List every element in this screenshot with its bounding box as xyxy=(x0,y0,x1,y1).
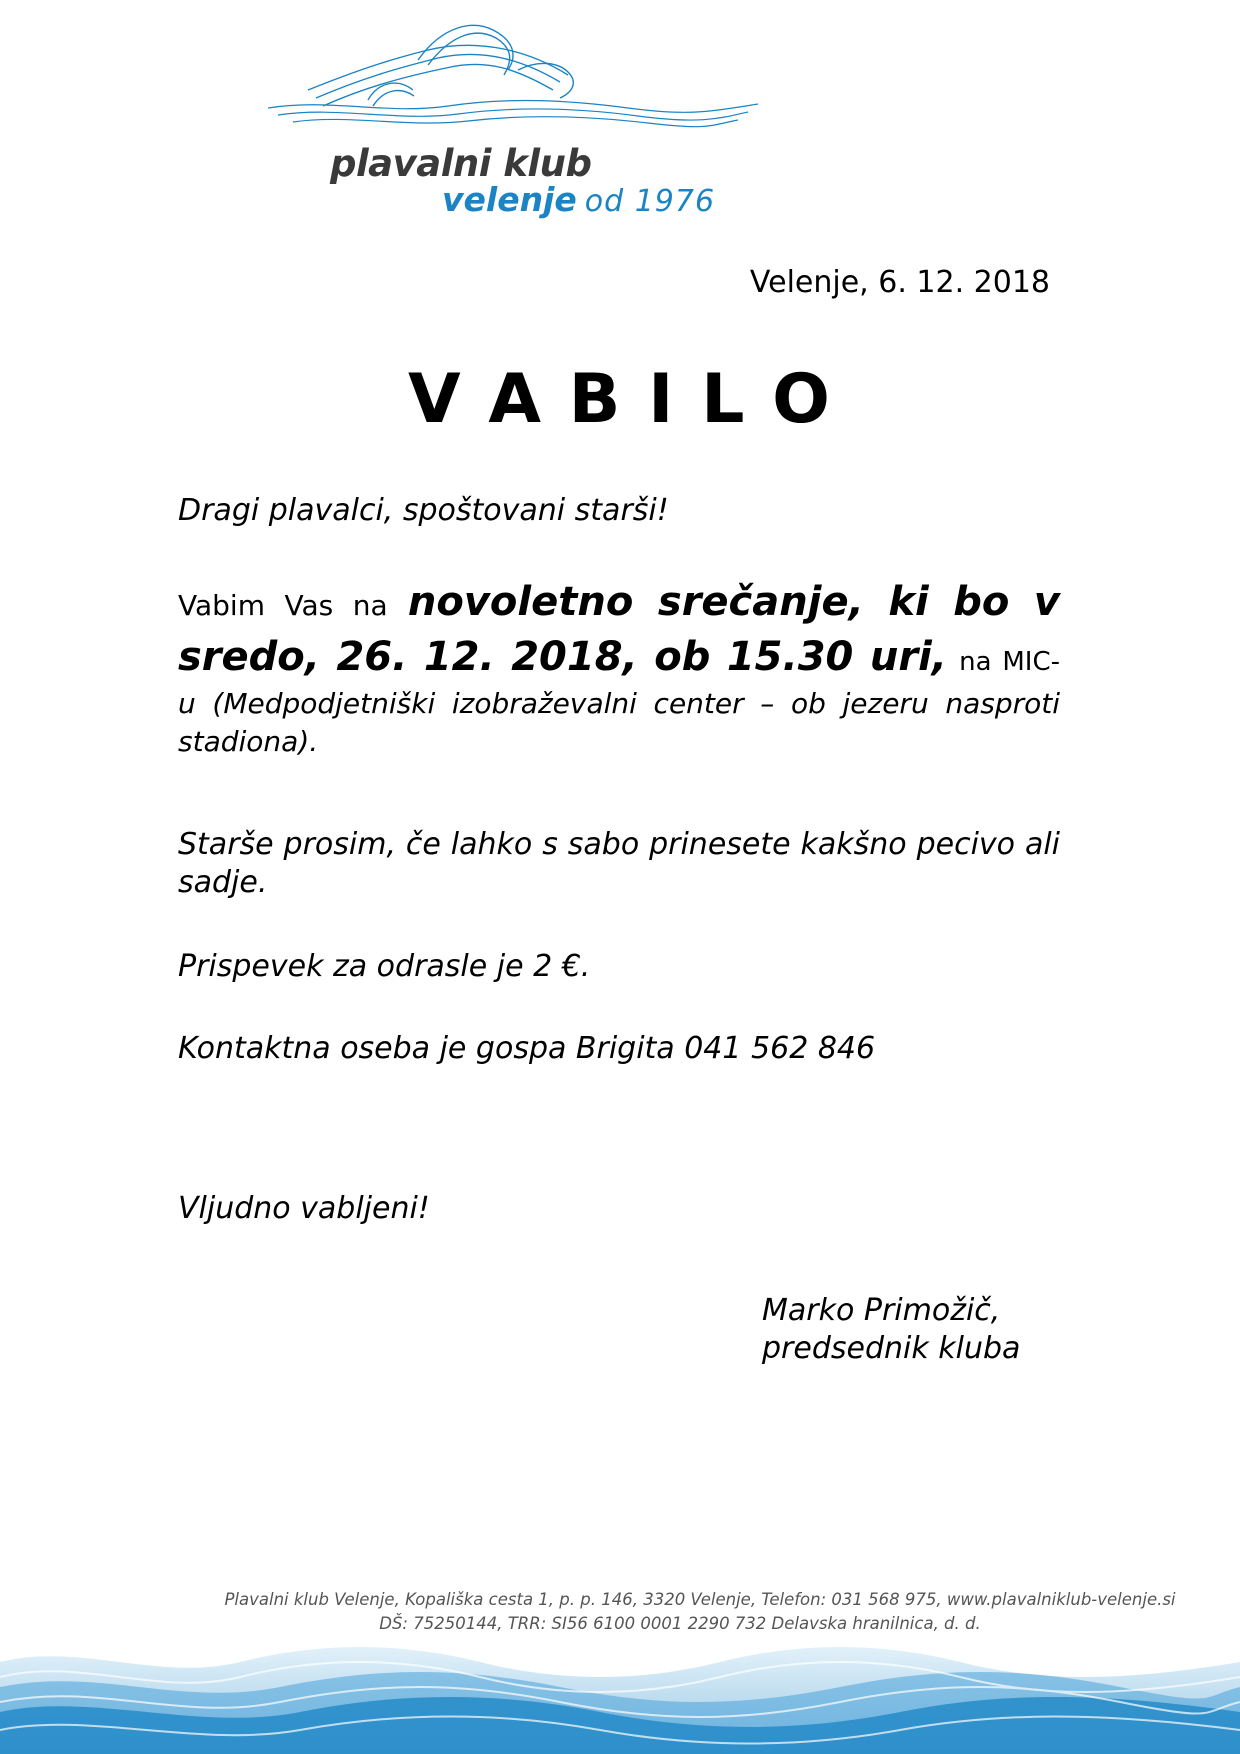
footer-bank-line: DŠ: 75250144, TRR: SI56 6100 0001 2290 732 Delavska hranilnica, d. d. xyxy=(379,1614,981,1633)
club-logo xyxy=(268,20,758,219)
request-paragraph: Starše prosim, če lahko s sabo prinesete kakšno pecivo ali sadje. xyxy=(178,827,1060,900)
letter-date: Velenje, 6. 12. 2018 xyxy=(749,265,1050,300)
greeting: Dragi plavalci, spoštovani starši! xyxy=(178,493,669,528)
logo-city: velenje xyxy=(442,180,577,219)
closing-line: Vljudno vabljeni! xyxy=(178,1191,430,1226)
footer-contact xyxy=(0,1588,1240,1636)
contact-paragraph: Kontaktna oseba je gospa Brigita 041 562 846 xyxy=(178,1031,876,1066)
footer-address-line: Plavalni klub Velenje, Kopališka cesta 1, p. p. 146, 3320 Velenje, Telefon: 031 568 975, www.plavalniklub-velenje.si xyxy=(224,1590,1176,1609)
invitation-highlight: novoletno srečanje, ki bo v sredo, 26. 12. 2018, ob 15.30 uri, xyxy=(178,579,1060,680)
invitation-paragraph xyxy=(178,575,1060,761)
fee-paragraph: Prispevek za odrasle je 2 €. xyxy=(178,949,591,984)
invitation-location-short: na MIC- xyxy=(959,647,1060,677)
logo-club-name: plavalni klub xyxy=(330,142,592,185)
logo-since: od 1976 xyxy=(584,184,716,219)
swimmer-icon xyxy=(268,20,758,145)
invitation-lead: Vabim Vas na xyxy=(178,589,388,622)
logo-city-name xyxy=(442,180,715,219)
page-title: V A B I L O xyxy=(408,360,832,439)
signature-block xyxy=(762,1292,1020,1368)
invitation-location-rest: u (Medpodjetniški izobraževalni center – ob jezeru nasproti stadiona). xyxy=(178,687,1060,758)
signature-role: predsednik kluba xyxy=(762,1331,1021,1366)
signature-name: Marko Primožič, xyxy=(762,1293,1001,1328)
footer-waves-decoration xyxy=(0,1632,1240,1754)
